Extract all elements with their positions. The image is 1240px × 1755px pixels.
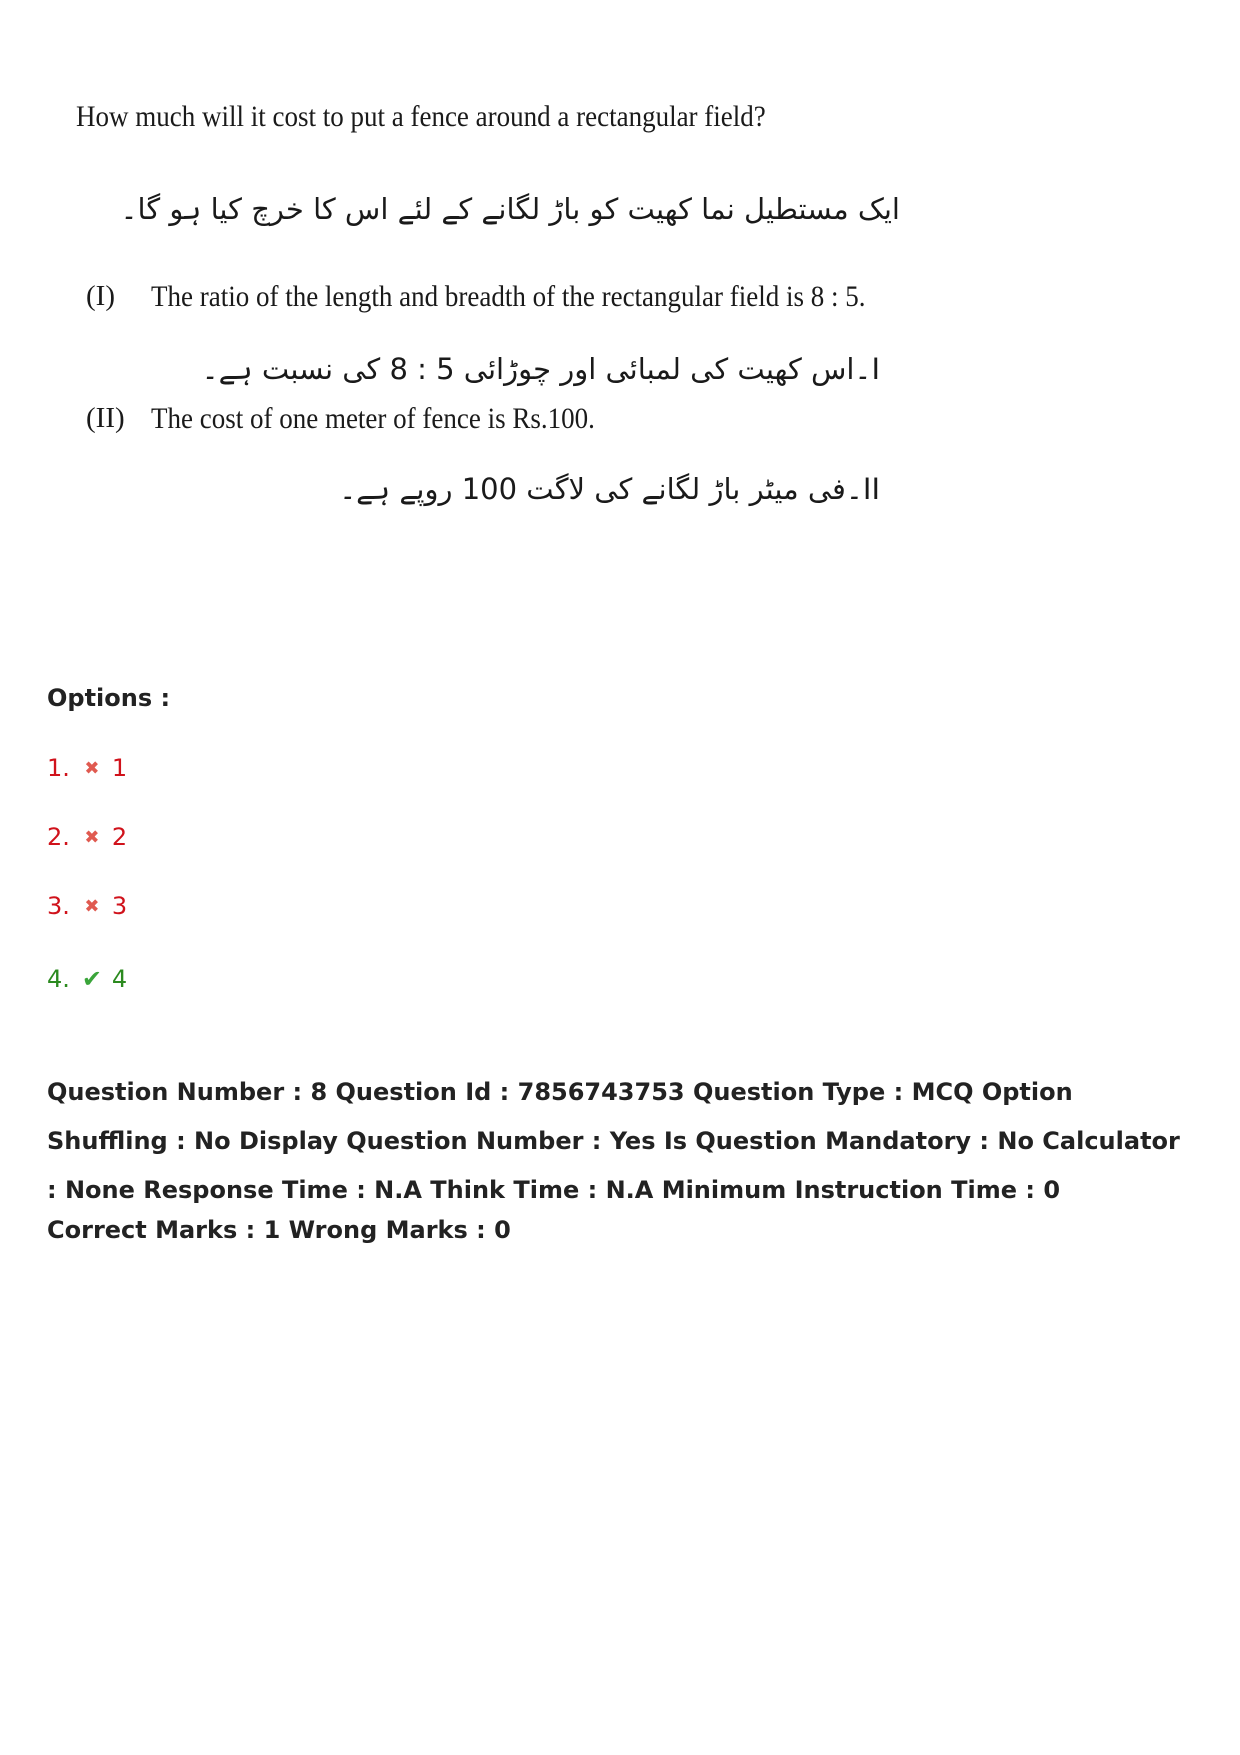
statement-2-number: (II): [86, 402, 125, 434]
cross-icon: ✖: [84, 826, 100, 848]
question-metadata: Question Number : 8 Question Id : 7856743753 Question Type : MCQ Option Shuffling : No Display Question Number : Yes Is Question Mandatory : No Calculator : None Response Time : N.A Think Time : N.A Minimum Instruction Time : 0: [47, 1078, 1180, 1204]
option-value: 3: [111, 892, 128, 920]
statement-2-english: The cost of one meter of fence is Rs.100.: [151, 402, 595, 435]
check-icon: ✔: [81, 965, 102, 993]
option-value: 1: [111, 754, 128, 782]
statement-1-urdu: I۔اس کھیت کی لمبائی اور چوڑائی 5 : 8 کی نسبت ہے۔: [201, 352, 880, 386]
marks-info: Correct Marks : 1 Wrong Marks : 0: [47, 1216, 511, 1244]
question-text-english: How much will it cost to put a fence around a rectangular field?: [76, 100, 766, 133]
option-number: 4.: [47, 965, 70, 993]
option-number: 2.: [47, 823, 70, 851]
options-heading: Options :: [47, 684, 171, 712]
statement-1-number: (I): [86, 280, 115, 312]
question-image: [60, 80, 940, 550]
cross-icon: ✖: [84, 757, 100, 779]
option-value: 2: [111, 823, 128, 851]
option-value: 4: [111, 965, 128, 993]
option-number: 3.: [47, 892, 70, 920]
question-text-urdu: ایک مستطیل نما کھیت کو باڑ لگانے کے لئے اس کا خرچ کیا ہو گا۔: [120, 192, 900, 226]
statement-2-urdu: II۔فی میٹر باڑ لگانے کی لاگت 100 روپے ہے۔: [339, 472, 880, 506]
option-2: [47, 823, 127, 851]
statement-1-english: The ratio of the length and breadth of the rectangular field is 8 : 5.: [151, 280, 866, 313]
option-1: [47, 754, 127, 782]
cross-icon: ✖: [84, 895, 100, 917]
option-3: [47, 892, 127, 920]
option-4: [47, 965, 127, 993]
option-number: 1.: [47, 754, 70, 782]
